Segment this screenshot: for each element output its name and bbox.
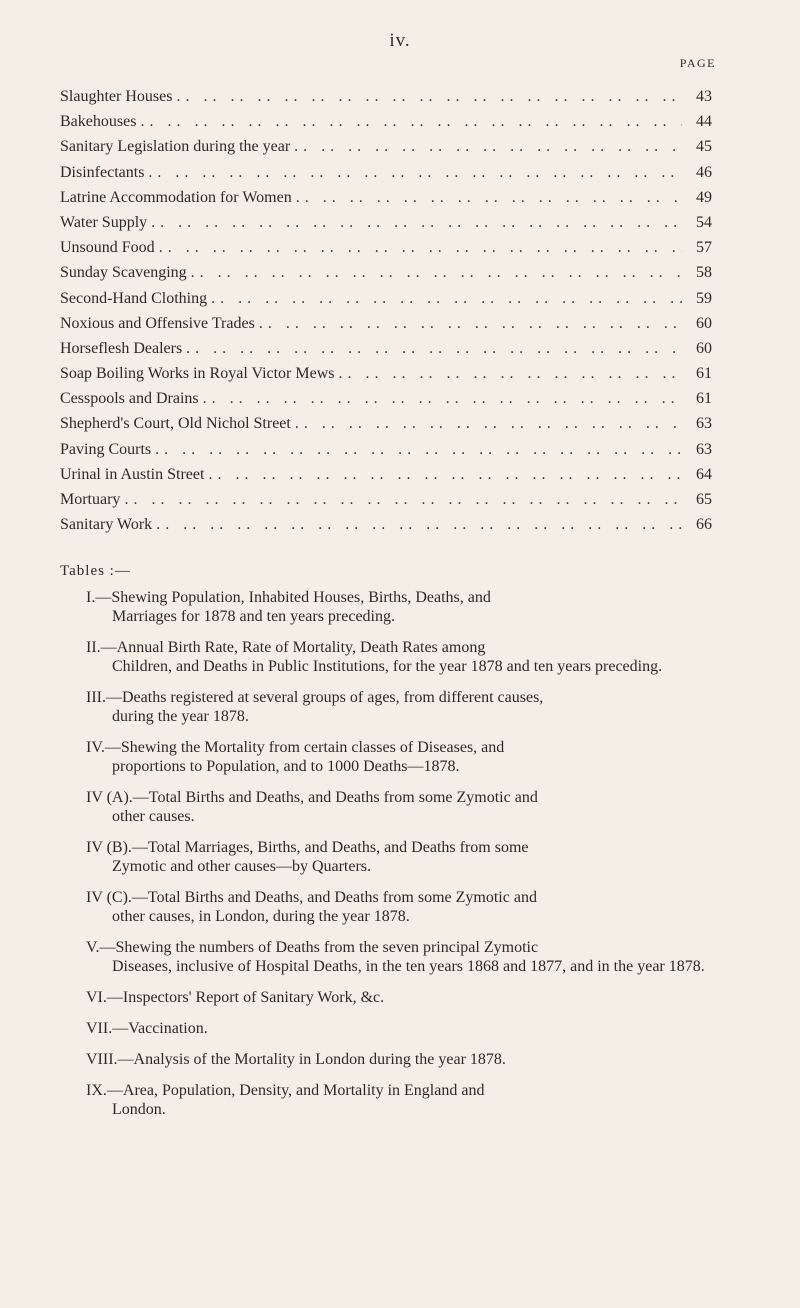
table-entry [60,838,712,876]
table-entry-continuation: Marriages for 1878 and ten years preceding. [112,608,395,625]
contents-list [60,84,712,537]
entry-title: Second-Hand Clothing [60,289,208,307]
dot-leader [296,185,682,210]
entry-page: 45 [696,138,712,156]
entry-title: Noxious and Offensive Trades [60,314,255,332]
table-entry [60,688,712,726]
table-entry-continuation: Diseases, inclusive of Hospital Deaths, in the ten years 1868 and 1877, and in the year 1878. [112,958,705,975]
dot-leader [259,311,682,336]
table-entry-line: I.—Shewing Population, Inhabited Houses, Births, Deaths, and [86,589,491,606]
dot-leader [186,336,682,361]
entry-page: 65 [696,491,712,508]
table-entry-continuation: London. [112,1101,166,1118]
entry-title: Latrine Accommodation for Women [60,188,292,206]
contents-entry [60,185,712,210]
contents-entry [60,160,712,185]
entry-page: 63 [696,415,712,433]
table-entry [60,638,712,676]
entry-title: Urinal in Austin Street [60,465,205,483]
dot-leader [140,109,682,134]
page-number: iv. [389,30,411,51]
table-entry [60,1019,712,1038]
entry-title: Cesspools and Drains [60,390,199,408]
entry-page: 44 [696,113,712,131]
entry-page: 46 [696,163,712,181]
contents-entry [60,84,712,109]
table-entry-line: VIII.—Analysis of the Mortality in London during the year 1878. [86,1051,506,1068]
entry-page: 58 [696,264,712,282]
entry-page: 57 [696,239,712,257]
dot-leader [339,361,683,386]
entry-page: 54 [696,213,712,231]
table-entry [60,788,712,826]
contents-entry [60,311,712,336]
dot-leader [176,84,682,109]
entry-page: 61 [696,390,712,408]
dot-leader [156,512,682,537]
dot-leader [148,160,682,185]
contents-entry [60,361,712,386]
table-entry-continuation: other causes. [112,808,195,825]
dot-leader [211,286,682,311]
contents-entry [60,512,712,537]
table-entry [60,1081,712,1119]
entry-page: 60 [696,314,712,332]
dot-leader [294,134,682,159]
contents-entry [60,134,712,159]
entry-title: Soap Boiling Works in Royal Victor Mews [60,365,335,383]
table-entry-continuation: Children, and Deaths in Public Institutions, for the year 1878 and ten years preceding. [112,658,663,675]
contents-entry [60,386,712,411]
table-entry-continuation: during the year 1878. [112,708,249,725]
table-entry-line: VI.—Inspectors' Report of Sanitary Work, &c. [86,989,385,1006]
entry-title: Shepherd's Court, Old Nichol Street [60,415,291,433]
tables-list [60,588,712,1131]
dot-leader [155,437,682,462]
entry-title: Mortuary [60,491,121,508]
table-entry [60,888,712,926]
entry-title: Sunday Scavenging [60,264,187,282]
entry-title: Unsound Food [60,239,155,257]
entry-title: Sanitary Legislation during the year [60,138,291,156]
dot-leader [159,235,682,260]
table-entry-line: VII.—Vaccination. [86,1020,208,1037]
entry-page: 64 [696,465,712,483]
table-entry [60,938,712,976]
table-entry-line: V.—Shewing the numbers of Deaths from the seven principal Zymotic [86,939,539,956]
entry-title: Sanitary Work [60,516,153,534]
contents-entry [60,235,712,260]
table-entry-line: II.—Annual Birth Rate, Rate of Mortality, Death Rates among [86,639,486,656]
dot-leader [208,462,682,487]
entry-page: 63 [696,440,712,458]
entry-title: Horseflesh Dealers [60,339,183,357]
contents-entry [60,462,712,487]
contents-entry [60,411,712,436]
entry-title: Water Supply [60,213,148,231]
contents-entry [60,336,712,361]
dot-leader [191,260,682,285]
entry-page: 49 [696,188,712,206]
contents-entry [60,437,712,462]
table-entry-continuation: other causes, in London, during the year 1878. [112,908,410,925]
table-entry-continuation: proportions to Population, and to 1000 Deaths—1878. [112,758,460,775]
entry-page: 43 [696,88,712,105]
table-entry-line: IX.—Area, Population, Density, and Mortality in England and [86,1082,485,1099]
table-entry-line: III.—Deaths registered at several groups of ages, from different causes, [86,689,544,706]
table-entry-line: IV.—Shewing the Mortality from certain classes of Diseases, and [86,739,505,756]
tables-heading: Tables :— [60,563,131,579]
entry-page: 61 [696,365,712,383]
table-entry-continuation: Zymotic and other causes—by Quarters. [112,858,372,875]
contents-entry [60,487,712,512]
contents-entry [60,260,712,285]
entry-title: Slaughter Houses [60,88,173,105]
entry-page: 60 [696,339,712,357]
table-entry-line: IV (A).—Total Births and Deaths, and Deaths from some Zymotic and [86,789,538,806]
entry-page: 66 [696,516,712,534]
contents-entry [60,210,712,235]
table-entry [60,588,712,626]
entry-title: Bakehouses [60,113,137,131]
table-entry [60,738,712,776]
table-entry [60,1050,712,1069]
entry-page: 59 [696,289,712,307]
table-entry [60,988,712,1007]
contents-entry [60,109,712,134]
table-entry-line: IV (B).—Total Marriages, Births, and Deaths, and Deaths from some [86,839,529,856]
dot-leader [151,210,682,235]
dot-leader [124,487,682,512]
dot-leader [203,386,682,411]
table-entry-line: IV (C).—Total Births and Deaths, and Deaths from some Zymotic and [86,889,537,906]
page-column-label: PAGE [679,56,716,70]
entry-title: Disinfectants [60,163,145,181]
dot-leader [295,411,682,436]
contents-entry [60,286,712,311]
entry-title: Paving Courts [60,440,152,458]
